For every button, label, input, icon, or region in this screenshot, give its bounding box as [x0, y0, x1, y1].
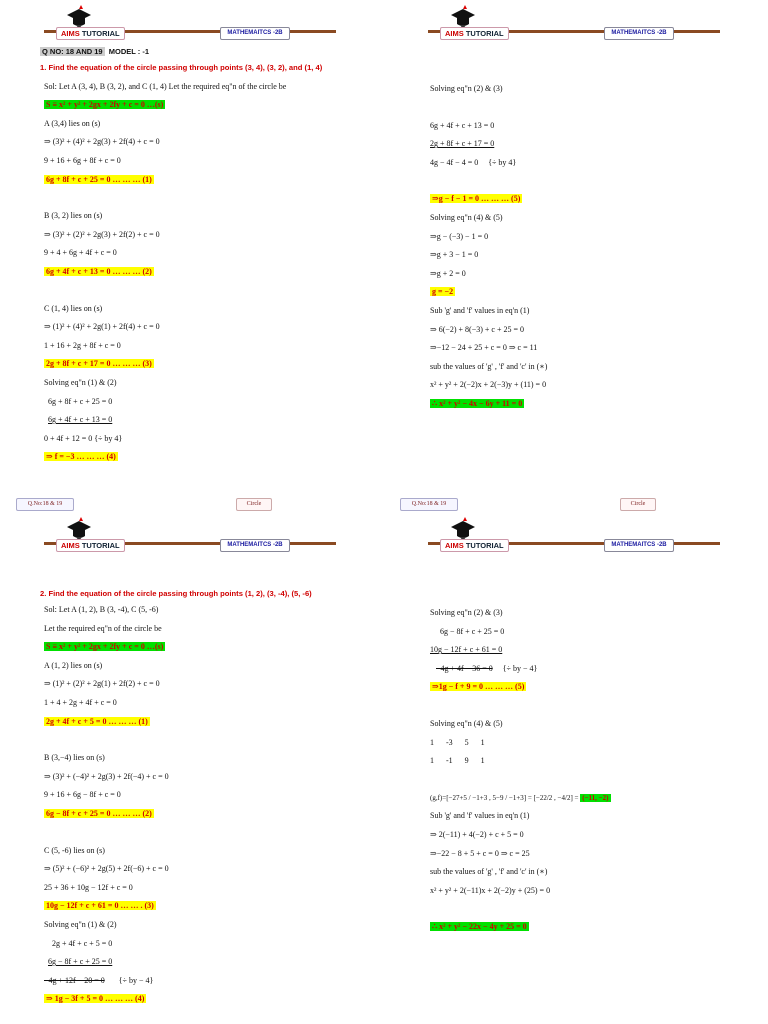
matrix-row: 1 -3 5 1 — [430, 737, 485, 747]
page-2-content — [430, 80, 768, 414]
footer-topic: Circle — [236, 498, 272, 511]
solution-line: Let the required eq"n of the circle be — [44, 623, 162, 633]
footer-question: Q.No:18 & 19 — [16, 498, 74, 511]
page-4-content — [430, 604, 768, 937]
solution-line: 9 + 4 + 6g + 4f + c = 0 — [44, 248, 117, 258]
highlight-line: 6g + 8f + c + 25 = 0 … … … (1) — [46, 174, 152, 184]
highlight-line: 2g + 8f + c + 17 = 0 … … … (3) — [46, 359, 152, 369]
highlight-line: 6g + 4f + c + 13 = 0 … … … (2) — [46, 266, 152, 276]
highlight-line: g = −2 — [432, 287, 454, 297]
solution-line: x² + y² + 2(−2)x + 2(−3)y + (11) = 0 — [430, 380, 547, 390]
solution-line: ⇒ 6(−2) + 8(−3) + c + 25 = 0 — [430, 324, 524, 334]
subject-badge: MATHEMAITCS -2B — [604, 539, 674, 552]
solution-line: 2g + 8f + c + 17 = 0 — [430, 139, 495, 149]
solution-line: 25 + 36 + 10g − 12f + c = 0 — [44, 882, 133, 892]
brand-badge: AIMS TUTORIAL — [56, 539, 125, 552]
solution-line: 1 + 4 + 2g + 4f + c = 0 — [44, 697, 117, 707]
mortarboard-logo-icon — [59, 517, 99, 541]
solution-line: ⇒ (1)² + (4)² + 2g(1) + 2f(4) + c = 0 — [44, 322, 160, 332]
matrix-row: 1 -1 9 1 — [430, 756, 485, 766]
page-2 — [384, 0, 768, 512]
subject-badge: MATHEMAITCS -2B — [220, 539, 290, 552]
subject-badge: MATHEMAITCS -2B — [604, 27, 674, 40]
solution-line: ⇒−22 − 8 + 5 + c = 0 ⇒ c = 25 — [430, 848, 530, 858]
solution-line: −4g + 4f − 36 = 0 {÷ by − 4} — [436, 663, 538, 673]
brand-badge: AIMS TUTORIAL — [440, 539, 509, 552]
solution-line: C (5, -6) lies on (s) — [44, 845, 105, 855]
footer-question: Q.No:18 & 19 — [400, 498, 458, 511]
question-number: Q NO: 18 AND 19 MODEL : -1 — [42, 47, 150, 56]
page-header — [0, 0, 384, 48]
solution-line: Solving eq"n (1) & (2) — [44, 919, 117, 929]
solution-line: ⇒g + 3 − 1 = 0 — [430, 250, 479, 260]
brand-badge: AIMS TUTORIAL — [56, 27, 125, 40]
highlight-line: ⇒ 1g − 3f + 5 = 0 … … … (4) — [46, 994, 145, 1004]
page-1-content — [40, 44, 380, 467]
page-3 — [0, 512, 384, 1024]
cross-multiplication-result: (g,f)=[−27+5 / −1+3 , 5−9 / −1+3] = [−22/2 , −4/2] = (−11, −2) — [430, 793, 609, 802]
solution-line: Solving eq"n (1) & (2) — [44, 377, 117, 387]
highlight-line: ⇒g − f − 1 = 0 … … … (5) — [432, 194, 521, 204]
solution-line: ⇒g + 2 = 0 — [430, 268, 466, 278]
solution-line: Solving eq"n (2) & (3) — [430, 84, 503, 93]
solution-line: 9 + 16 + 6g + 8f + c = 0 — [44, 155, 121, 165]
page-header — [384, 0, 768, 48]
solution-line: 6g + 8f + c + 25 = 0 — [48, 396, 113, 406]
page-footer — [0, 498, 384, 512]
equation-line: S ≡ x² + y² + 2gx + 2fy + c = 0 …(s) — [46, 100, 164, 110]
page-footer — [384, 498, 768, 512]
solution-line: 6g + 4f + c + 13 = 0 — [48, 415, 113, 425]
solution-line: sub the values of 'g' , 'f' and 'c' in (∗) — [430, 361, 548, 371]
solution-line: B (3,−4) lies on (s) — [44, 753, 105, 763]
solution-line: 4g − 4f − 4 = 0 {÷ by 4} — [430, 157, 517, 167]
highlight-line: 2g + 4f + c + 5 = 0 … … … (1) — [46, 716, 148, 726]
solution-line: Sol: Let A (1, 2), B (3, -4), C (5, -6) — [44, 605, 159, 614]
footer-topic: Circle — [620, 498, 656, 511]
solution-line: x² + y² + 2(−11)x + 2(−2)y + (25) = 0 — [430, 885, 551, 895]
page-header — [384, 512, 768, 560]
highlight-line: ⇒1g − f + 9 = 0 … … … (5) — [432, 682, 525, 692]
solution-line: 1 + 16 + 2g + 8f + c = 0 — [44, 340, 121, 350]
solution-line: ⇒−12 − 24 + 25 + c = 0 ⇒ c = 11 — [430, 343, 538, 353]
solution-line: Solving eq"n (4) & (5) — [430, 212, 503, 222]
solution-line: −4g + 12f − 20 = 0 {÷ by − 4} — [44, 975, 154, 985]
mortarboard-logo-icon — [59, 5, 99, 29]
solution-line: 9 + 16 + 6g − 8f + c = 0 — [44, 790, 121, 800]
solution-line: ⇒ (5)² + (−6)² + 2g(5) + 2f(−6) + c = 0 — [44, 864, 169, 874]
solution-line: ⇒g − (−3) − 1 = 0 — [430, 231, 489, 241]
equation-line: S ≡ x² + y² + 2gx + 2fy + c = 0 …(s) — [46, 642, 164, 652]
page-1 — [0, 0, 384, 512]
solution-line: sub the values of 'g' , 'f' and 'c' in (∗) — [430, 867, 548, 877]
solution-line: Sol: Let A (3, 4), B (3, 2), and C (1, 4) Let the required eq"n of the circle be — [44, 81, 287, 91]
solution-line: Solving eq"n (2) & (3) — [430, 608, 503, 617]
highlight-line: 6g − 8f + c + 25 = 0 … … … (2) — [46, 808, 152, 818]
solution-line: 2g + 4f + c + 5 = 0 — [52, 938, 113, 948]
solution-line: C (1, 4) lies on (s) — [44, 303, 103, 313]
solution-line: ⇒ 2(−11) + 4(−2) + c + 5 = 0 — [430, 829, 524, 839]
page-header — [0, 512, 384, 560]
solution-line: Sub 'g' and 'f' values in eq'n (1) — [430, 305, 530, 315]
subject-badge: MATHEMAITCS -2B — [220, 27, 290, 40]
solution-line: ⇒ (3)² + (2)² + 2g(3) + 2f(2) + c = 0 — [44, 229, 160, 239]
solution-line: Sub 'g' and 'f' values in eq'n (1) — [430, 811, 530, 821]
solution-line: 0 + 4f + 12 = 0 {÷ by 4} — [44, 433, 123, 443]
page-4 — [384, 512, 768, 1024]
solution-line: 10g − 12f + c + 61 = 0 — [430, 645, 503, 655]
solution-line: A (3,4) lies on (s) — [44, 118, 101, 128]
mortarboard-logo-icon — [443, 5, 483, 29]
solution-line: B (3, 2) lies on (s) — [44, 211, 103, 221]
solution-line: ⇒ (3)² + (4)² + 2g(3) + 2f(4) + c = 0 — [44, 137, 160, 147]
question-text: 2. Find the equation of the circle passing through points (1, 2), (3, -4), (5, -6) — [40, 589, 312, 598]
highlight-line: ⇒ f = −3 … … … (4) — [46, 452, 116, 462]
solution-line: A (1, 2) lies on (s) — [44, 660, 103, 670]
mortarboard-logo-icon — [443, 517, 483, 541]
solution-line: Solving eq"n (4) & (5) — [430, 718, 503, 728]
final-answer: ∴ x² + y² − 4x − 6y + 11 = 0 — [432, 398, 523, 408]
solution-line: ⇒ (3)² + (−4)² + 2g(3) + 2f(−4) + c = 0 — [44, 771, 169, 781]
solution-line: 6g − 8f + c + 25 = 0 — [48, 957, 113, 967]
final-answer: ∴ x² + y² − 22x − 4y + 25 = 0 — [432, 922, 527, 932]
highlight-line: 10g − 12f + c + 61 = 0 … … . (3) — [46, 901, 154, 911]
solution-line: 6g + 4f + c + 13 = 0 — [430, 120, 495, 130]
solution-line: 6g − 8f + c + 25 = 0 — [440, 626, 505, 636]
solution-line: ⇒ (1)² + (2)² + 2g(1) + 2f(2) + c = 0 — [44, 679, 160, 689]
question-text: 1. Find the equation of the circle passing through points (3, 4), (3, 2), and (1, 4) — [40, 63, 323, 72]
brand-badge: AIMS TUTORIAL — [440, 27, 509, 40]
page-3-content — [40, 586, 380, 1009]
